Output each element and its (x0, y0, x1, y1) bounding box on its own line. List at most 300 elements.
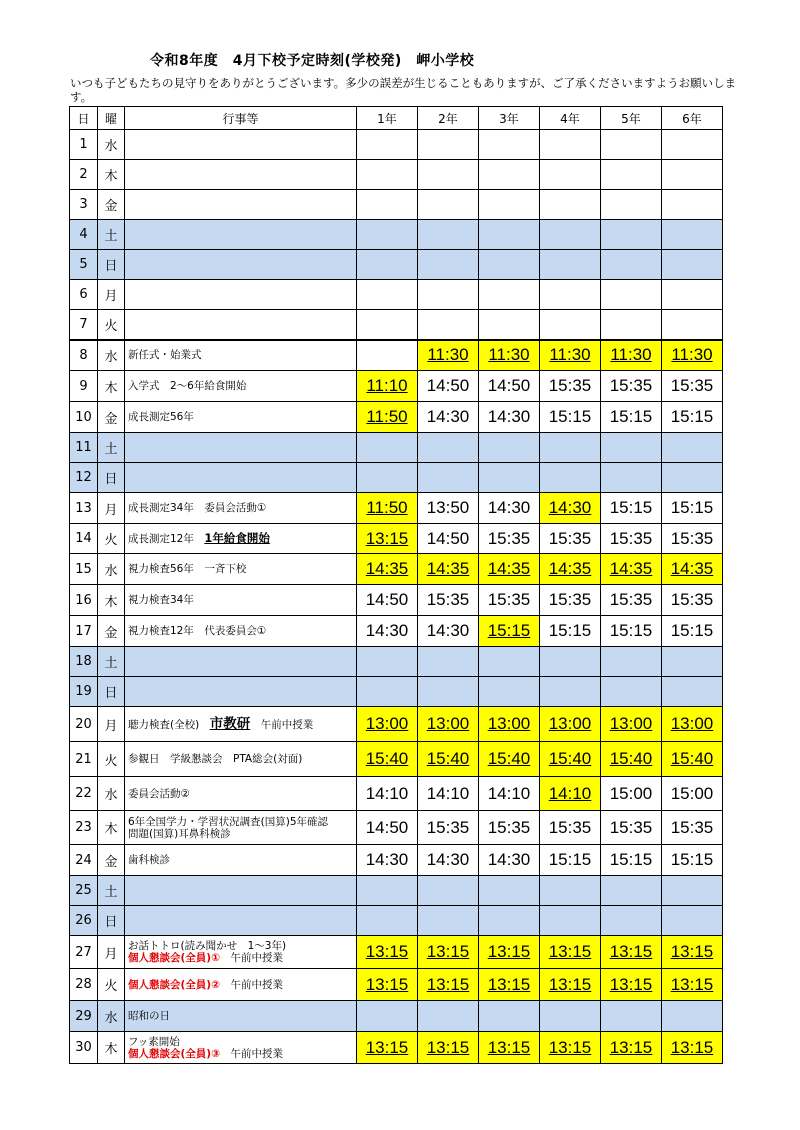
event-text: フッ素開始 (128, 1035, 180, 1048)
time-cell-grade6 (662, 250, 723, 280)
day-cell: 6 (70, 280, 98, 310)
dismissal-time: 13:15 (609, 1037, 653, 1057)
dismissal-time: 14:50 (487, 376, 531, 395)
event-cell (125, 906, 357, 936)
weekday-cell: 木 (98, 811, 125, 845)
time-cell-grade4 (540, 220, 601, 250)
day-cell: 22 (70, 777, 98, 811)
dismissal-time: 11:30 (671, 345, 713, 365)
table-row (70, 647, 723, 677)
table-row (70, 160, 723, 190)
time-cell-grade5 (601, 463, 662, 493)
dismissal-time: 14:30 (426, 850, 470, 869)
time-cell-grade5 (601, 969, 662, 1001)
dismissal-time: 15:35 (548, 590, 592, 609)
table-row (70, 280, 723, 310)
day-cell: 23 (70, 811, 98, 845)
event-line (128, 349, 356, 361)
dismissal-time: 15:40 (548, 749, 592, 768)
event-cell (125, 845, 357, 876)
time-cell-grade6 (662, 742, 723, 777)
time-cell-grade5 (601, 280, 662, 310)
time-cell-grade4 (540, 463, 601, 493)
time-cell-grade3 (479, 647, 540, 677)
time-cell-grade1 (357, 340, 418, 371)
dismissal-time: 15:35 (609, 817, 653, 837)
dismissal-time: 14:50 (426, 376, 470, 395)
time-cell-grade3 (479, 220, 540, 250)
dismissal-time: 15:00 (609, 783, 653, 803)
dismissal-time: 15:15 (670, 621, 714, 640)
event-text: 午前中授業 (250, 718, 314, 731)
dismissal-time: 14:30 (487, 850, 531, 869)
time-cell-grade3 (479, 777, 540, 811)
event-line (128, 411, 356, 423)
col-header-grade3: 3年 (479, 107, 540, 130)
time-cell-grade6 (662, 777, 723, 811)
day-cell: 1 (70, 130, 98, 160)
time-cell-grade2 (418, 371, 479, 402)
weekday-cell: 水 (98, 777, 125, 811)
event-text: 1年給食開始 (204, 531, 270, 545)
time-cell-grade5 (601, 742, 662, 777)
dismissal-time: 15:15 (548, 621, 592, 640)
table-row (70, 310, 723, 340)
time-cell-grade4 (540, 160, 601, 190)
event-text: 参観日 学級懇談会 PTA総会(対面) (128, 753, 303, 765)
dismissal-time: 13:15 (548, 942, 592, 961)
time-cell-grade6 (662, 936, 723, 969)
day-cell: 25 (70, 876, 98, 906)
dismissal-time: 15:40 (487, 749, 531, 768)
time-cell-grade5 (601, 677, 662, 707)
table-row (70, 371, 723, 402)
time-cell-grade5 (601, 493, 662, 524)
time-cell-grade4 (540, 742, 601, 777)
table-row (70, 130, 723, 160)
dismissal-time: 14:30 (487, 407, 531, 426)
time-cell-grade1 (357, 1032, 418, 1064)
event-line (128, 854, 356, 866)
time-cell-grade1 (357, 493, 418, 524)
event-line (128, 594, 356, 606)
table-row (70, 906, 723, 936)
time-cell-grade2 (418, 876, 479, 906)
dismissal-time: 15:35 (609, 528, 653, 548)
time-cell-grade2 (418, 1032, 479, 1064)
dismissal-time: 14:50 (426, 528, 470, 548)
dismissal-time: 14:35 (609, 559, 653, 578)
time-cell-grade4 (540, 371, 601, 402)
time-cell-grade2 (418, 811, 479, 845)
event-text: 午前中授業 (220, 952, 283, 964)
weekday-cell: 木 (98, 371, 125, 402)
time-cell-grade1 (357, 811, 418, 845)
time-cell-grade3 (479, 616, 540, 647)
time-cell-grade1 (357, 250, 418, 280)
time-cell-grade6 (662, 845, 723, 876)
event-cell (125, 1032, 357, 1064)
dismissal-time: 15:35 (426, 590, 470, 609)
time-cell-grade1 (357, 524, 418, 554)
event-text: 歯科検診 (128, 854, 170, 866)
time-cell-grade3 (479, 969, 540, 1001)
time-cell-grade4 (540, 402, 601, 433)
event-line (128, 979, 356, 991)
time-cell-grade6 (662, 130, 723, 160)
time-cell-grade1 (357, 463, 418, 493)
time-cell-grade1 (357, 402, 418, 433)
dismissal-time: 13:15 (426, 1037, 470, 1057)
event-text: 入学式 2～6年給食開始 (128, 380, 247, 392)
time-cell-grade1 (357, 906, 418, 936)
dismissal-time: 13:15 (548, 1037, 592, 1057)
dismissal-time: 13:15 (487, 942, 531, 961)
time-cell-grade6 (662, 906, 723, 936)
dismissal-time: 13:15 (670, 1037, 714, 1057)
dismissal-time: 15:35 (670, 376, 714, 395)
event-text: 成長測定34年 委員会活動① (128, 502, 267, 514)
weekday-cell: 月 (98, 280, 125, 310)
time-cell-grade2 (418, 969, 479, 1001)
day-cell: 27 (70, 936, 98, 969)
dismissal-time: 13:15 (365, 942, 409, 961)
time-cell-grade3 (479, 585, 540, 616)
table-row (70, 493, 723, 524)
weekday-cell: 木 (98, 1032, 125, 1064)
time-cell-grade1 (357, 433, 418, 463)
event-cell (125, 130, 357, 160)
event-line (128, 502, 356, 514)
time-cell-grade4 (540, 969, 601, 1001)
time-cell-grade6 (662, 647, 723, 677)
time-cell-grade2 (418, 250, 479, 280)
time-cell-grade5 (601, 936, 662, 969)
dismissal-time: 15:35 (670, 817, 714, 837)
time-cell-grade3 (479, 1032, 540, 1064)
weekday-cell: 月 (98, 936, 125, 969)
time-cell-grade1 (357, 310, 418, 340)
schedule-table (69, 106, 723, 1064)
dismissal-time: 13:00 (487, 714, 531, 733)
day-cell: 5 (70, 250, 98, 280)
table-row (70, 250, 723, 280)
day-cell: 7 (70, 310, 98, 340)
event-line (128, 625, 356, 637)
table-row (70, 1001, 723, 1032)
event-cell (125, 463, 357, 493)
col-header-grade2: 2年 (418, 107, 479, 130)
event-cell (125, 742, 357, 777)
dismissal-time: 13:00 (426, 714, 470, 733)
day-cell: 17 (70, 616, 98, 647)
weekday-cell: 月 (98, 707, 125, 742)
table-row (70, 969, 723, 1001)
dismissal-time: 14:10 (365, 783, 409, 803)
time-cell-grade2 (418, 554, 479, 585)
time-cell-grade4 (540, 777, 601, 811)
time-cell-grade3 (479, 936, 540, 969)
dismissal-time: 14:30 (365, 850, 409, 869)
event-cell (125, 554, 357, 585)
event-line (128, 1036, 356, 1048)
time-cell-grade3 (479, 554, 540, 585)
time-cell-grade3 (479, 402, 540, 433)
time-cell-grade6 (662, 402, 723, 433)
time-cell-grade6 (662, 160, 723, 190)
weekday-cell: 水 (98, 130, 125, 160)
time-cell-grade6 (662, 220, 723, 250)
time-cell-grade4 (540, 524, 601, 554)
dismissal-time: 11:30 (488, 345, 530, 365)
time-cell-grade3 (479, 280, 540, 310)
time-cell-grade4 (540, 585, 601, 616)
time-cell-grade3 (479, 340, 540, 371)
time-cell-grade1 (357, 554, 418, 585)
col-header-day: 日 (70, 107, 98, 130)
time-cell-grade2 (418, 616, 479, 647)
time-cell-grade4 (540, 906, 601, 936)
day-cell: 18 (70, 647, 98, 677)
time-cell-grade5 (601, 371, 662, 402)
dismissal-time: 14:50 (365, 590, 409, 609)
weekday-cell: 金 (98, 845, 125, 876)
time-cell-grade4 (540, 310, 601, 340)
col-header-grade4: 4年 (540, 107, 601, 130)
time-cell-grade5 (601, 554, 662, 585)
dismissal-time: 15:35 (609, 590, 653, 609)
dismissal-time: 15:15 (548, 407, 592, 426)
day-cell: 26 (70, 906, 98, 936)
weekday-cell: 金 (98, 402, 125, 433)
weekday-cell: 木 (98, 160, 125, 190)
day-cell: 16 (70, 585, 98, 616)
event-text: 成長測定56年 (128, 411, 194, 423)
time-cell-grade3 (479, 130, 540, 160)
col-header-grade1: 1年 (357, 107, 418, 130)
event-cell (125, 524, 357, 554)
dismissal-time: 13:15 (426, 942, 470, 961)
time-cell-grade5 (601, 524, 662, 554)
dismissal-time: 15:40 (670, 749, 714, 768)
time-cell-grade4 (540, 845, 601, 876)
time-cell-grade6 (662, 969, 723, 1001)
table-row (70, 554, 723, 585)
time-cell-grade2 (418, 524, 479, 554)
time-cell-grade2 (418, 493, 479, 524)
time-cell-grade1 (357, 190, 418, 220)
event-text: 新任式・始業式 (128, 349, 202, 362)
event-cell (125, 250, 357, 280)
event-line (128, 828, 356, 840)
dismissal-time: 14:30 (426, 407, 470, 426)
time-cell-grade3 (479, 677, 540, 707)
time-cell-grade4 (540, 493, 601, 524)
time-cell-grade6 (662, 371, 723, 402)
dismissal-time: 14:30 (426, 621, 470, 640)
time-cell-grade3 (479, 906, 540, 936)
dismissal-time: 14:30 (548, 498, 592, 517)
event-text: 個人懇談会(全員)① (128, 952, 220, 964)
event-line (128, 715, 356, 732)
dismissal-time: 15:15 (548, 850, 592, 869)
dismissal-time: 13:00 (609, 714, 653, 733)
time-cell-grade4 (540, 433, 601, 463)
dismissal-time: 15:40 (609, 749, 653, 768)
time-cell-grade1 (357, 280, 418, 310)
time-cell-grade6 (662, 1032, 723, 1064)
day-cell: 19 (70, 677, 98, 707)
time-cell-grade3 (479, 876, 540, 906)
time-cell-grade2 (418, 677, 479, 707)
time-cell-grade5 (601, 616, 662, 647)
time-cell-grade6 (662, 340, 723, 371)
time-cell-grade6 (662, 707, 723, 742)
day-cell: 4 (70, 220, 98, 250)
time-cell-grade2 (418, 585, 479, 616)
time-cell-grade6 (662, 493, 723, 524)
event-text: 視力検査56年 一斉下校 (128, 563, 247, 575)
day-cell: 15 (70, 554, 98, 585)
dismissal-time: 15:15 (609, 498, 653, 517)
weekday-cell: 土 (98, 433, 125, 463)
dismissal-time: 13:00 (670, 714, 714, 733)
time-cell-grade5 (601, 160, 662, 190)
time-cell-grade1 (357, 616, 418, 647)
time-cell-grade3 (479, 1001, 540, 1032)
dismissal-time: 13:15 (365, 974, 409, 994)
time-cell-grade1 (357, 742, 418, 777)
time-cell-grade3 (479, 433, 540, 463)
time-cell-grade6 (662, 310, 723, 340)
time-cell-grade5 (601, 707, 662, 742)
time-cell-grade5 (601, 130, 662, 160)
time-cell-grade4 (540, 554, 601, 585)
time-cell-grade1 (357, 707, 418, 742)
dismissal-time: 15:15 (487, 621, 531, 640)
table-row (70, 524, 723, 554)
time-cell-grade5 (601, 1032, 662, 1064)
time-cell-grade5 (601, 310, 662, 340)
time-cell-grade4 (540, 811, 601, 845)
event-text: 個人懇談会(全員)③ (128, 1047, 220, 1060)
time-cell-grade5 (601, 811, 662, 845)
event-text: お話トトロ(読み聞かせ 1～3年) (128, 940, 287, 952)
table-row (70, 707, 723, 742)
event-line (128, 816, 356, 828)
dismissal-time: 14:35 (365, 559, 409, 578)
time-cell-grade6 (662, 433, 723, 463)
dismissal-time: 15:15 (670, 498, 714, 517)
time-cell-grade3 (479, 493, 540, 524)
dismissal-time: 15:35 (670, 590, 714, 609)
time-cell-grade2 (418, 1001, 479, 1032)
weekday-cell: 日 (98, 677, 125, 707)
weekday-cell: 火 (98, 969, 125, 1001)
time-cell-grade4 (540, 250, 601, 280)
day-cell: 28 (70, 969, 98, 1001)
dismissal-time: 14:35 (426, 559, 470, 578)
time-cell-grade1 (357, 160, 418, 190)
table-row (70, 463, 723, 493)
event-line (128, 952, 356, 964)
day-cell: 12 (70, 463, 98, 493)
event-cell (125, 876, 357, 906)
table-row (70, 777, 723, 811)
event-text: 視力検査12年 代表委員会① (128, 625, 267, 637)
time-cell-grade4 (540, 130, 601, 160)
day-cell: 2 (70, 160, 98, 190)
time-cell-grade1 (357, 585, 418, 616)
weekday-cell: 金 (98, 190, 125, 220)
event-cell (125, 969, 357, 1001)
time-cell-grade2 (418, 220, 479, 250)
time-cell-grade2 (418, 845, 479, 876)
dismissal-time: 14:35 (670, 559, 714, 578)
time-cell-grade5 (601, 647, 662, 677)
day-cell: 11 (70, 433, 98, 463)
time-cell-grade2 (418, 463, 479, 493)
event-cell (125, 647, 357, 677)
weekday-cell: 日 (98, 250, 125, 280)
day-cell: 8 (70, 340, 98, 371)
time-cell-grade1 (357, 969, 418, 1001)
time-cell-grade2 (418, 707, 479, 742)
weekday-cell: 日 (98, 463, 125, 493)
table-row (70, 402, 723, 433)
time-cell-grade1 (357, 130, 418, 160)
dismissal-time: 15:35 (487, 817, 531, 837)
time-cell-grade4 (540, 190, 601, 220)
time-cell-grade5 (601, 250, 662, 280)
time-cell-grade6 (662, 811, 723, 845)
col-header-event: 行事等 (125, 107, 357, 130)
dismissal-time: 11:30 (610, 345, 652, 365)
event-cell (125, 340, 357, 371)
weekday-cell: 月 (98, 493, 125, 524)
dismissal-time: 13:00 (365, 714, 409, 733)
table-row (70, 433, 723, 463)
day-cell: 29 (70, 1001, 98, 1032)
time-cell-grade1 (357, 777, 418, 811)
day-cell: 30 (70, 1032, 98, 1064)
table-row (70, 616, 723, 647)
day-cell: 9 (70, 371, 98, 402)
time-cell-grade3 (479, 707, 540, 742)
dismissal-time: 15:15 (609, 850, 653, 869)
time-cell-grade2 (418, 310, 479, 340)
dismissal-time: 15:35 (426, 817, 470, 837)
time-cell-grade3 (479, 310, 540, 340)
time-cell-grade5 (601, 906, 662, 936)
time-cell-grade2 (418, 906, 479, 936)
event-cell (125, 707, 357, 742)
dismissal-time: 15:15 (670, 850, 714, 869)
dismissal-time: 15:00 (670, 783, 714, 803)
time-cell-grade6 (662, 280, 723, 310)
time-cell-grade6 (662, 876, 723, 906)
time-cell-grade1 (357, 936, 418, 969)
dismissal-time: 14:35 (548, 559, 592, 578)
dismissal-time: 15:40 (426, 749, 470, 768)
dismissal-time: 14:30 (487, 498, 531, 517)
time-cell-grade2 (418, 936, 479, 969)
table-row (70, 677, 723, 707)
dismissal-time: 11:30 (549, 345, 591, 365)
time-cell-grade3 (479, 742, 540, 777)
time-cell-grade6 (662, 616, 723, 647)
time-cell-grade1 (357, 647, 418, 677)
